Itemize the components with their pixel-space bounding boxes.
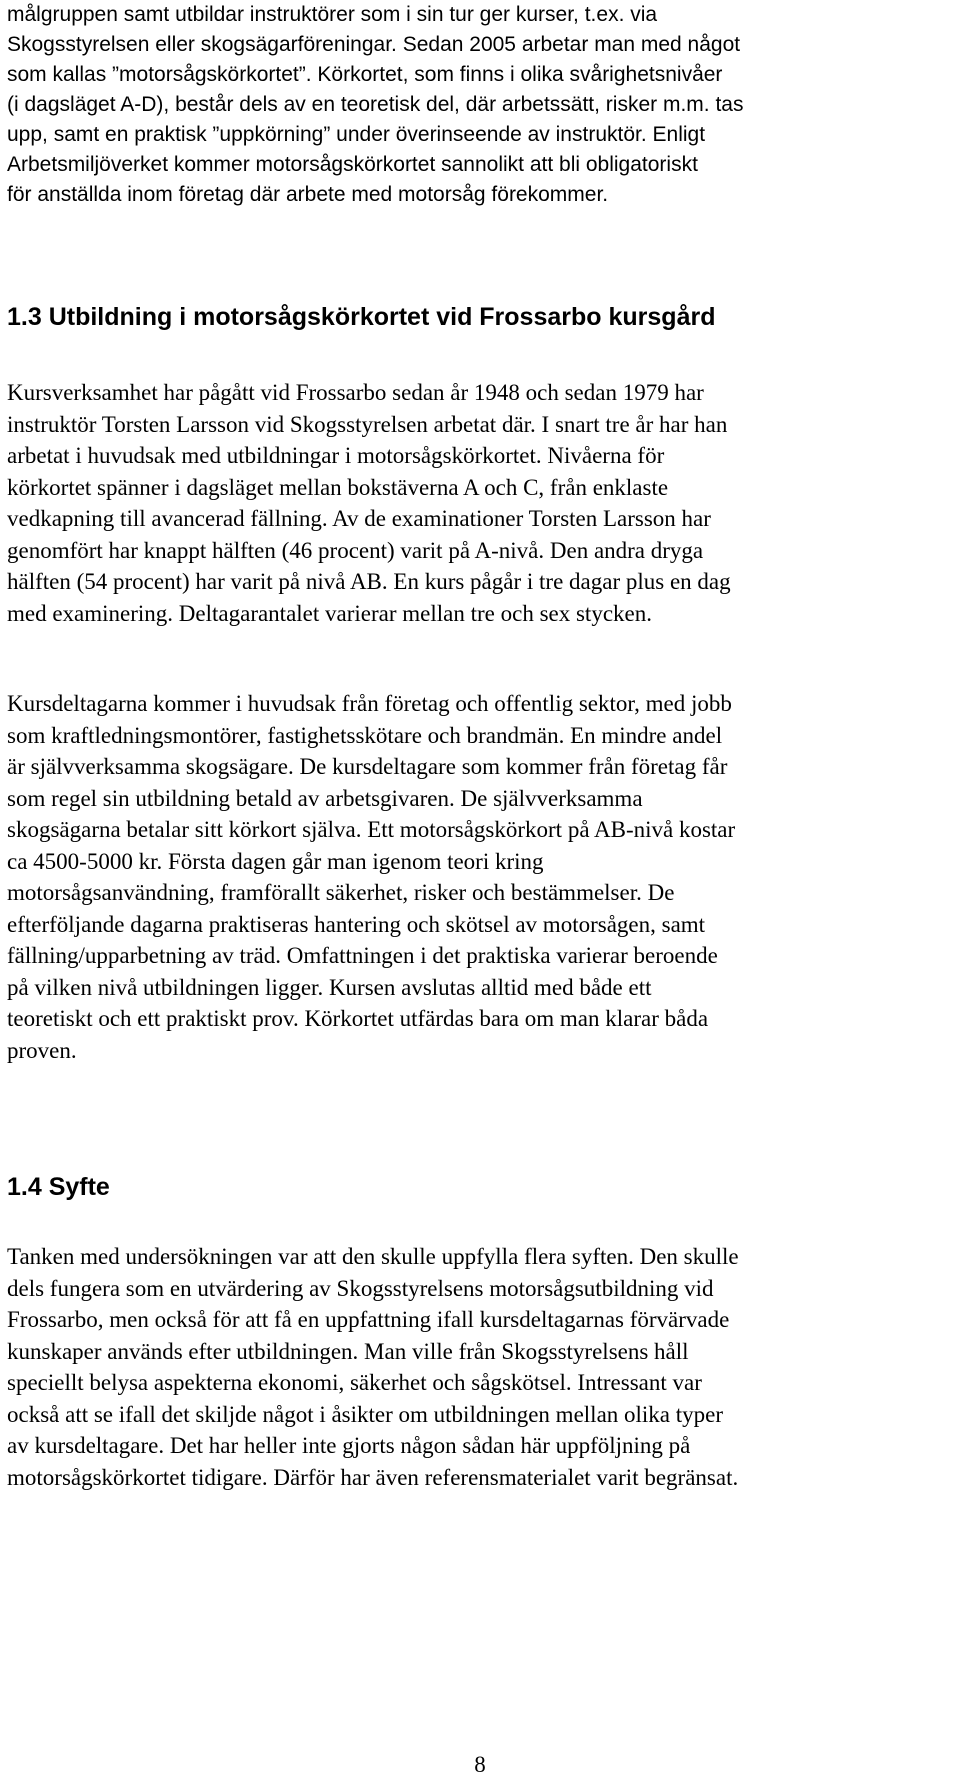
paragraph-line: är självverksamma skogsägare. De kursdeltagare som kommer från företag får [7, 754, 728, 779]
intro-paragraph [7, 0, 952, 210]
paragraph-line: som kraftledningsmontörer, fastighetsskötare och brandmän. En mindre andel [7, 722, 723, 748]
paragraph-line: hälften (54 procent) har varit på nivå AB. En kurs pågår i tre dagar plus en dag [7, 569, 731, 594]
paragraph-line: teoretiskt och ett praktiskt prov. Körkortet utfärdas bara om man klarar båda [7, 1006, 709, 1031]
paragraph-line: Kursdeltagarna kommer i huvudsak från företag och offentlig sektor, med jobb [7, 691, 732, 716]
paragraph-line: kunskaper används efter utbildningen. Man ville från Skogsstyrelsens håll [7, 1338, 689, 1364]
paragraph-line: ca 4500-5000 kr. Första dagen går man igenom teori kring [7, 848, 544, 874]
section-1-3-paragraph-1 [7, 377, 952, 629]
paragraph-line: Tanken med undersökningen var att den skulle uppfylla flera syften. Den skulle [7, 1244, 739, 1269]
paragraph-line: körkortet spänner i dagsläget mellan bokstäverna A och C, från enklaste [7, 474, 669, 500]
paragraph-line: arbetat i huvudsak med utbildningar i motorsågskörkortet. Nivåerna för [7, 443, 665, 468]
paragraph-line: instruktör Torsten Larsson vid Skogsstyrelsen arbetat där. I snart tre år har han [7, 411, 728, 437]
paragraph-line: som kallas ”motorsågskörkortet”. Körkortet, som finns i olika svårighetsnivåer [7, 63, 723, 86]
paragraph-line: målgruppen samt utbildar instruktörer som i sin tur ger kurser, t.ex. via [7, 3, 658, 26]
paragraph-line: speciellt belysa aspekterna ekonomi, säkerhet och sågskötsel. Intressant var [7, 1370, 702, 1395]
paragraph-line: motorsågskörkortet tidigare. Därför har även referensmaterialet varit begränsat. [7, 1464, 739, 1490]
paragraph-line: på vilken nivå utbildningen ligger. Kursen avslutas alltid med både ett [7, 974, 652, 1000]
paragraph-line: skogsägarna betalar sitt körkort själva. Ett motorsågskörkort på AB-nivå kostar [7, 817, 736, 842]
paragraph-line: fällning/upparbetning av träd. Omfattningen i det praktiska varierar beroende [7, 943, 718, 968]
section-heading-1-3: 1.3 Utbildning i motorsågskörkortet vid Frossarbo kursgård [7, 303, 716, 331]
section-1-3-paragraph-2 [7, 688, 952, 1066]
paragraph-line: (i dagsläget A-D), består dels av en teoretisk del, där arbetssätt, risker m.m. tas [7, 93, 744, 116]
section-heading-1-4: 1.4 Syfte [7, 1173, 110, 1201]
page-number: 8 [474, 1752, 486, 1777]
paragraph-line: vedkapning till avancerad fällning. Av de examinationer Torsten Larsson har [7, 506, 711, 531]
paragraph-line: proven. [7, 1037, 77, 1063]
paragraph-line: upp, samt en praktisk ”uppkörning” under överinseende av instruktör. Enligt [7, 123, 706, 146]
paragraph-line: med examinering. Deltagarantalet varierar mellan tre och sex stycken. [7, 600, 652, 626]
paragraph-line: som regel sin utbildning betald av arbetsgivaren. De självverksamma [7, 785, 643, 811]
paragraph-line: för anställda inom företag där arbete med motorsåg förekommer. [7, 183, 609, 206]
paragraph-line: dels fungera som en utvärdering av Skogsstyrelsens motorsågsutbildning vid [7, 1275, 714, 1301]
paragraph-line: Skogsstyrelsen eller skogsägarföreningar. Sedan 2005 arbetar man med något [7, 33, 741, 56]
paragraph-line: av kursdeltagare. Det har heller inte gjorts någon sådan här uppföljning på [7, 1433, 691, 1458]
paragraph-line: efterföljande dagarna praktiseras hantering och skötsel av motorsågen, samt [7, 911, 706, 937]
paragraph-line: Frossarbo, men också för att få en uppfattning ifall kursdeltagarnas förvärvade [7, 1307, 730, 1332]
paragraph-line: Kursverksamhet har pågått vid Frossarbo sedan år 1948 och sedan 1979 har [7, 380, 704, 405]
paragraph-line: Arbetsmiljöverket kommer motorsågskörkortet sannolikt att bli obligatoriskt [7, 153, 698, 176]
paragraph-line: genomfört har knappt hälften (46 procent) varit på A-nivå. Den andra dryga [7, 537, 704, 563]
paragraph-line: motorsågsanvändning, framförallt säkerhet, risker och bestämmelser. De [7, 880, 675, 905]
paragraph-line: också att se ifall det skiljde något i åsikter om utbildningen mellan olika typer [7, 1401, 724, 1427]
section-1-4-paragraph-1 [7, 1241, 952, 1493]
